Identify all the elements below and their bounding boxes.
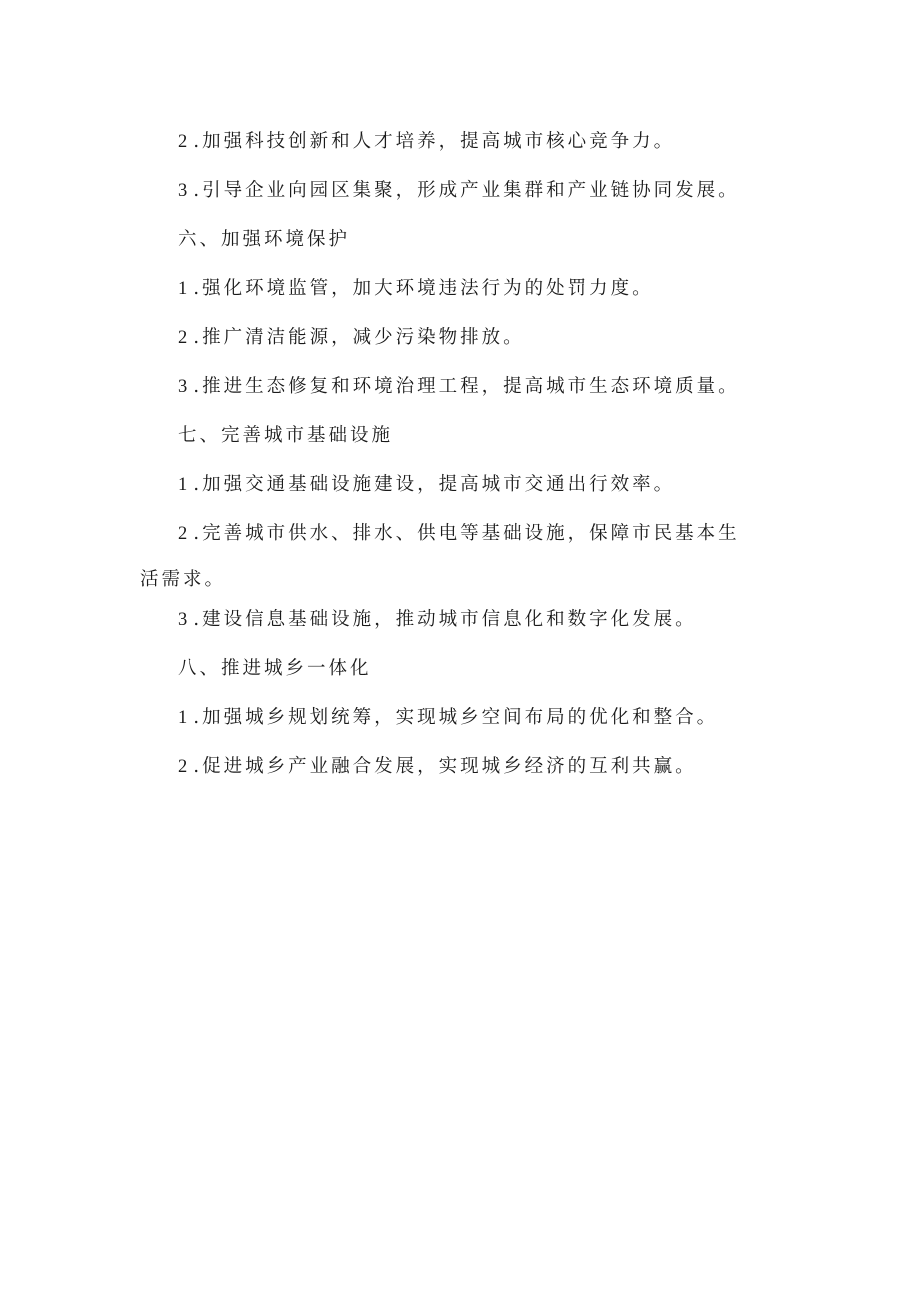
item-number: 3 xyxy=(178,610,188,630)
item-number: 2 xyxy=(178,132,188,152)
section-heading xyxy=(140,422,760,450)
item-number: 1 xyxy=(178,708,188,728)
section-heading xyxy=(140,226,760,254)
item-text: .引导企业向园区集聚，形成产业集群和产业链协同发展。 xyxy=(193,180,740,201)
item-number: 1 xyxy=(178,279,188,299)
item-number: 2 xyxy=(178,757,188,777)
item-text: .建设信息基础设施，推动城市信息化和数字化发展。 xyxy=(193,609,697,630)
heading-text: 六、加强环境保护 xyxy=(178,229,351,250)
item-text: .加强交通基础设施建设，提高城市交通出行效率。 xyxy=(193,474,676,495)
item-text: .加强科技创新和人才培养，提高城市核心竞争力。 xyxy=(193,131,676,152)
item-text: .推进生态修复和环境治理工程，提高城市生态环境质量。 xyxy=(193,376,740,397)
paragraph-item xyxy=(140,128,760,156)
heading-text: 八、推进城乡一体化 xyxy=(178,658,372,679)
item-text: .强化环境监管，加大环境违法行为的处罚力度。 xyxy=(193,278,654,299)
item-text: .促进城乡产业融合发展，实现城乡经济的互利共赢。 xyxy=(193,756,697,777)
heading-text: 七、完善城市基础设施 xyxy=(178,425,394,446)
paragraph-item xyxy=(140,373,760,401)
paragraph-item xyxy=(140,753,760,781)
paragraph-item xyxy=(140,606,760,634)
paragraph-item xyxy=(140,704,760,732)
item-number: 3 xyxy=(178,181,188,201)
paragraph-item xyxy=(140,471,760,499)
item-number: 2 xyxy=(178,524,188,544)
item-text: .推广清洁能源，减少污染物排放。 xyxy=(193,327,525,348)
item-text: .完善城市供水、排水、供电等基础设施，保障市民基本生活需求。 xyxy=(140,523,740,590)
paragraph-item xyxy=(140,177,760,205)
item-number: 2 xyxy=(178,328,188,348)
item-number: 1 xyxy=(178,475,188,495)
item-number: 3 xyxy=(178,377,188,397)
paragraph-item xyxy=(140,511,760,603)
item-text: .加强城乡规划统筹，实现城乡空间布局的优化和整合。 xyxy=(193,707,719,728)
paragraph-item xyxy=(140,324,760,352)
document-body xyxy=(140,128,760,802)
section-heading xyxy=(140,655,760,683)
paragraph-item xyxy=(140,275,760,303)
